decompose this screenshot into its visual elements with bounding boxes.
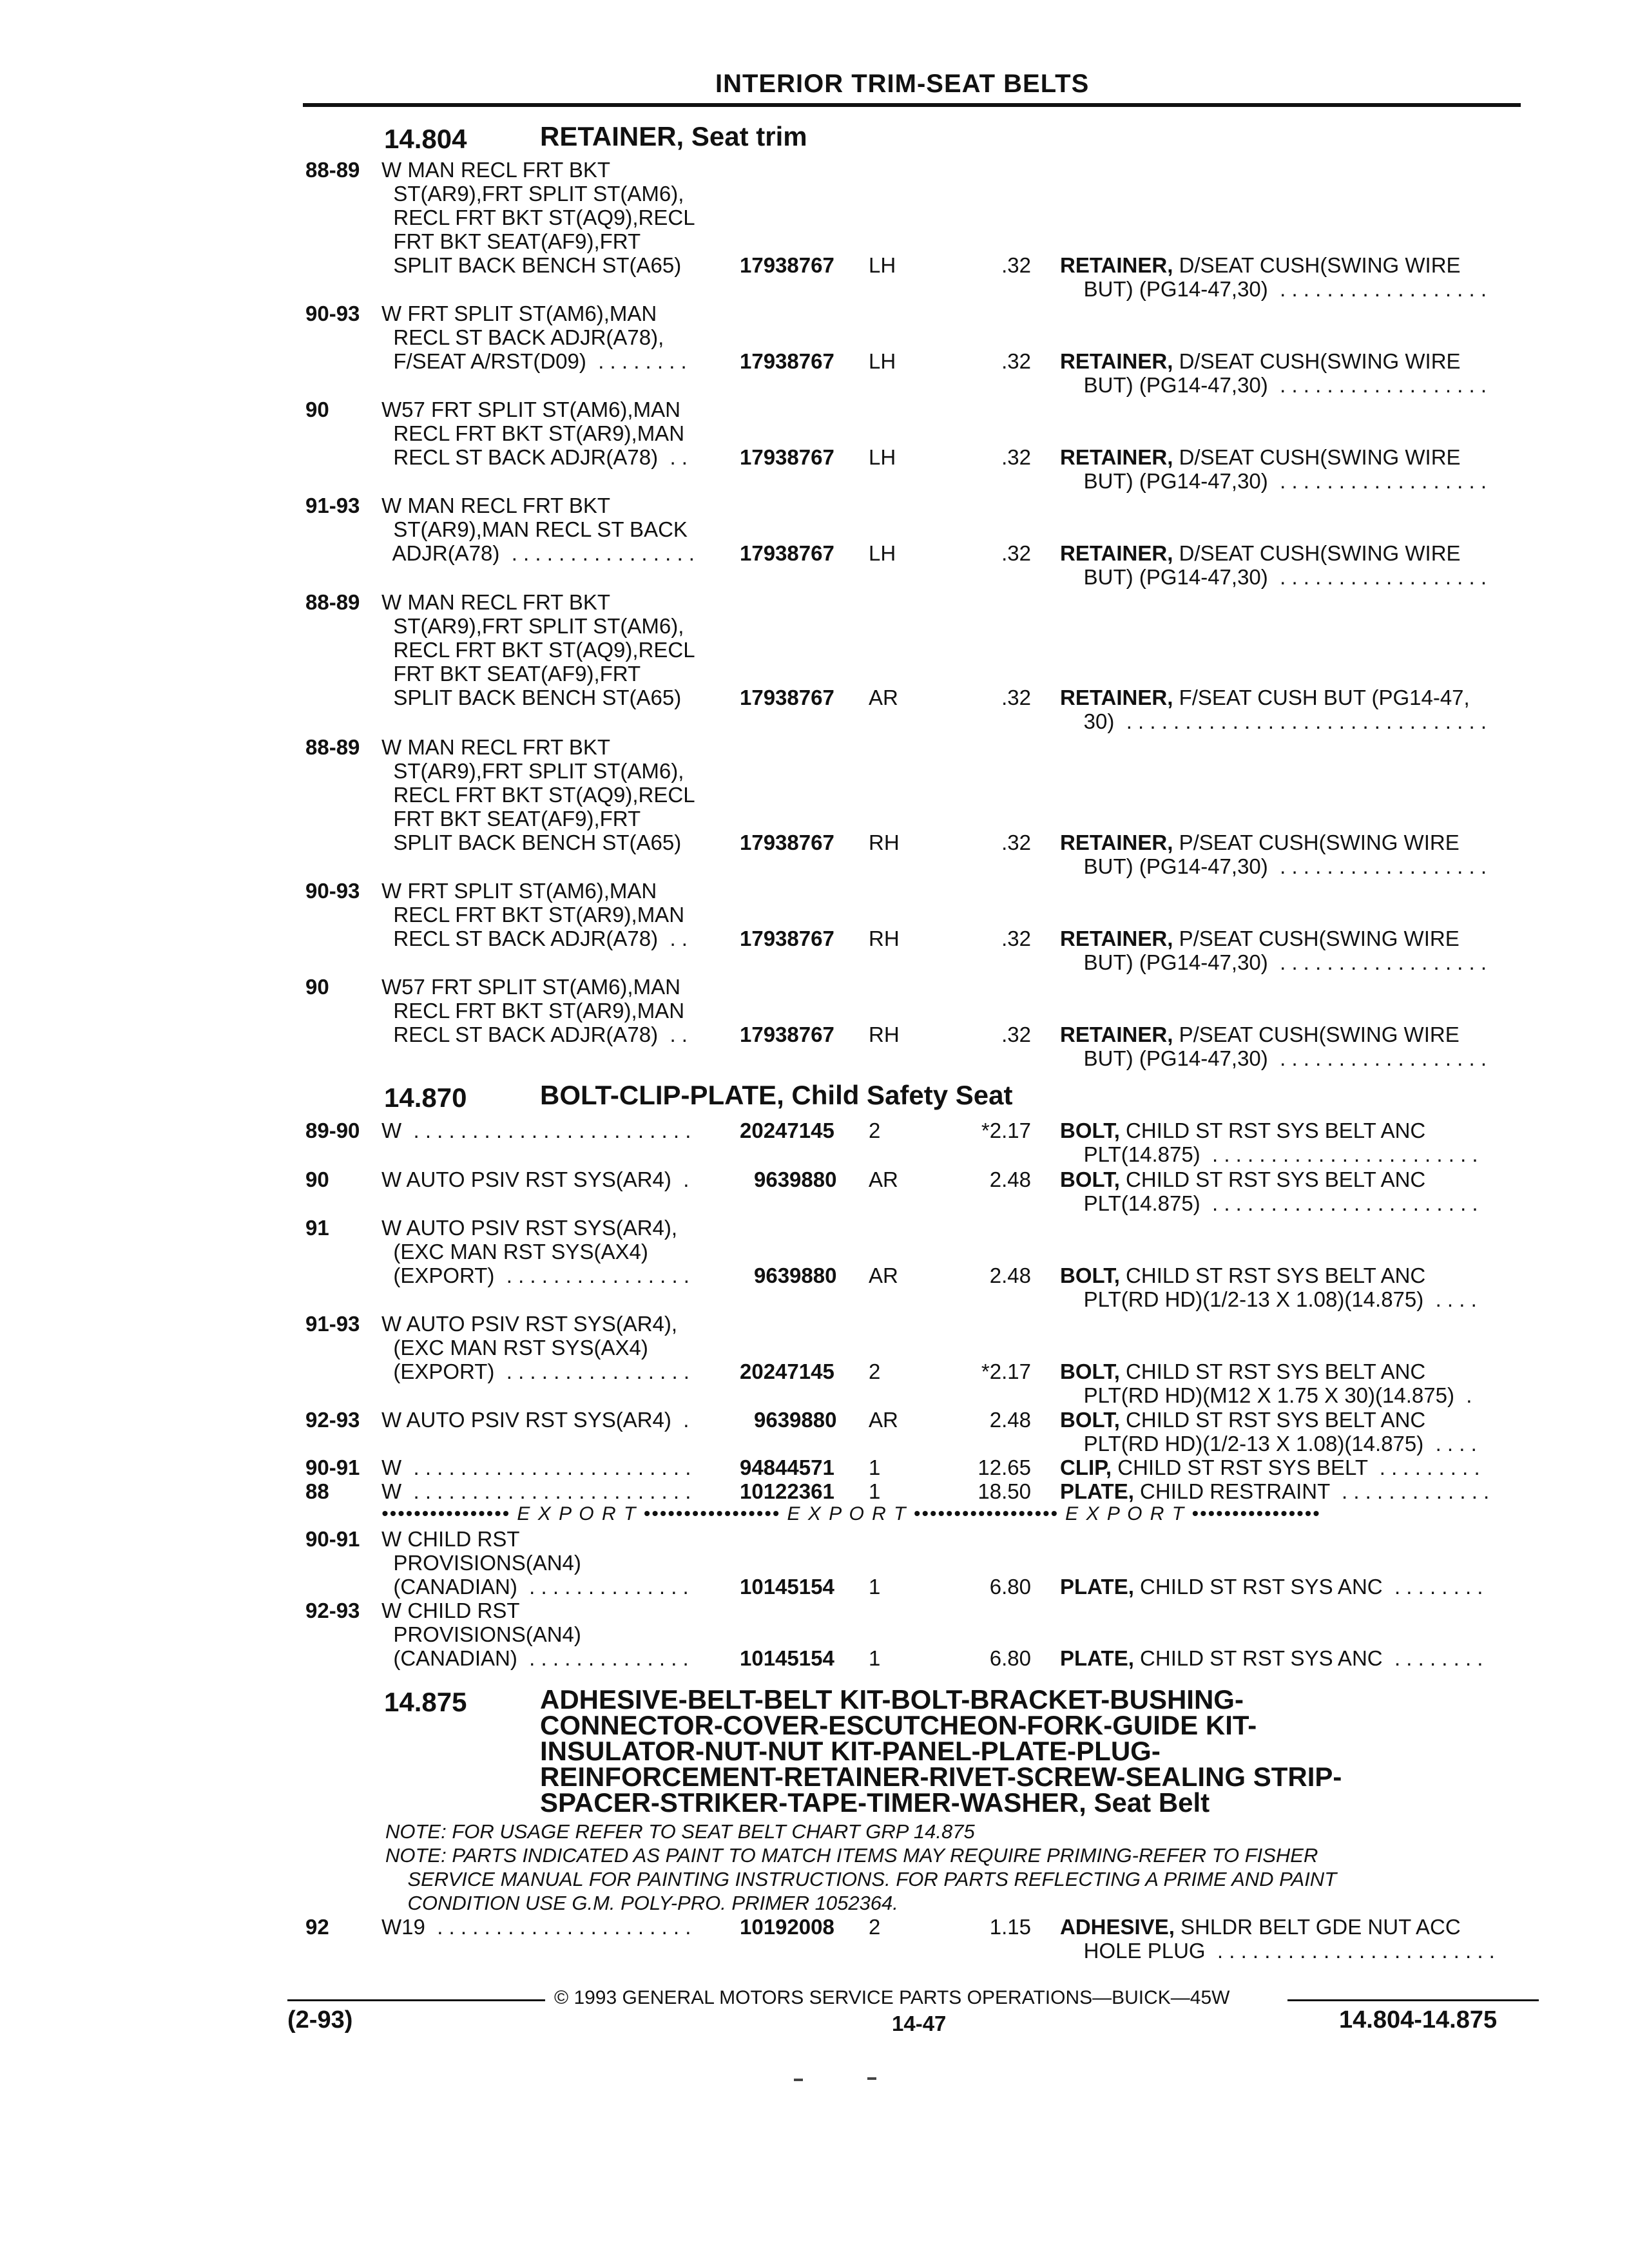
note-paint: NOTE: PARTS INDICATED AS PAINT TO MATCH ITEMS MAY REQUIRE PRIMING-REFER TO FISHER SERVICE MANUAL FOR PAINTING INSTRUCTIONS. FOR PARTS REFLECTING A PRIME AND PAINT CONDITION USE G.M. POLY-PRO. PRIMER 1052364.	[385, 1844, 1337, 1914]
row-price: .32	[1001, 1023, 1031, 1046]
row-part-number: 17938767	[740, 541, 834, 565]
row-description: W MAN RECL FRT BKT ST(AR9),FRT SPLIT ST(AM6), RECL FRT BKT ST(AQ9),RECL FRT BKT SEAT(AF9),FRT SPLIT BACK BENCH ST(A65)	[381, 735, 695, 854]
row-part-name-rest: CHILD ST RST SYS BELT ANC PLT(14.875) . . . . . . . . . . . . . . . . . . . . . . .	[1083, 1119, 1478, 1166]
row-part-name	[1060, 1264, 1477, 1311]
row-year: 92-93	[305, 1599, 360, 1622]
footer-range: 14.804-14.875	[1339, 2006, 1498, 2033]
row-part-name	[1060, 1408, 1477, 1456]
row-part-name	[1060, 1575, 1483, 1599]
row-quantity: 2	[869, 1119, 881, 1142]
note-usage: NOTE: FOR USAGE REFER TO SEAT BELT CHART GRP 14.875	[385, 1820, 975, 1843]
row-quantity: 1	[869, 1456, 881, 1479]
row-quantity: 1	[869, 1575, 881, 1599]
row-year: 88-89	[305, 735, 360, 759]
row-price: 1.15	[989, 1915, 1031, 1939]
row-part-name-rest: D/SEAT CUSH(SWING WIRE BUT) (PG14-47,30) . . . . . . . . . . . . . . . . . .	[1083, 253, 1487, 301]
row-part-name-rest: CHILD ST RST SYS BELT ANC PLT(RD HD)(M12 X 1.75 X 30)(14.875) .	[1083, 1360, 1472, 1407]
row-part-name-rest: P/SEAT CUSH(SWING WIRE BUT) (PG14-47,30) . . . . . . . . . . . . . . . . . .	[1083, 927, 1487, 974]
row-price: 6.80	[989, 1646, 1031, 1670]
row-price: 2.48	[989, 1408, 1031, 1432]
row-quantity: 2	[869, 1360, 881, 1383]
export-banner: •••••••••••••••• E X P O R T ••••••••••••••••• E X P O R T •••••••••••••••••• E X P O R T ••••••••••••••••	[381, 1503, 1321, 1524]
row-year: 92-93	[305, 1408, 360, 1432]
row-part-name-bold: RETAINER,	[1060, 831, 1173, 854]
header-rule	[303, 103, 1521, 107]
page-header-title: INTERIOR TRIM-SEAT BELTS	[715, 70, 1090, 98]
row-description: W . . . . . . . . . . . . . . . . . . . . . . . .	[381, 1479, 691, 1503]
row-part-name-bold: BOLT,	[1060, 1360, 1120, 1383]
row-year: 88-89	[305, 590, 360, 614]
row-part-name-rest: P/SEAT CUSH(SWING WIRE BUT) (PG14-47,30) . . . . . . . . . . . . . . . . . .	[1083, 1023, 1487, 1070]
row-description: W57 FRT SPLIT ST(AM6),MAN RECL FRT BKT ST(AR9),MAN RECL ST BACK ADJR(A78) . .	[381, 975, 688, 1046]
row-part-name	[1060, 927, 1487, 974]
row-part-number: 17938767	[740, 445, 834, 469]
row-part-name-rest: CHILD ST RST SYS BELT ANC PLT(RD HD)(1/2-13 X 1.08)(14.875) . . . .	[1083, 1408, 1477, 1456]
section-number: 14.870	[384, 1082, 467, 1113]
row-quantity: 1	[869, 1646, 881, 1670]
footer-page-number: 14-47	[892, 2012, 947, 2035]
section-number: 14.804	[384, 124, 467, 154]
row-year: 88-89	[305, 158, 360, 182]
row-part-name-bold: RETAINER,	[1060, 445, 1173, 469]
row-price: .32	[1001, 686, 1031, 709]
row-part-name-bold: RETAINER,	[1060, 253, 1173, 277]
row-part-name	[1060, 1646, 1483, 1670]
row-part-number: 17938767	[740, 349, 834, 373]
row-quantity: LH	[869, 349, 896, 373]
row-part-number: 17938767	[740, 831, 834, 854]
row-quantity: LH	[869, 541, 896, 565]
row-quantity: 1	[869, 1479, 881, 1503]
row-part-name	[1060, 349, 1487, 397]
row-description: W19 . . . . . . . . . . . . . . . . . . . . . .	[381, 1915, 691, 1939]
row-quantity: RH	[869, 927, 900, 950]
row-part-name-rest: P/SEAT CUSH(SWING WIRE BUT) (PG14-47,30) . . . . . . . . . . . . . . . . . .	[1083, 831, 1487, 878]
row-price: 12.65	[978, 1456, 1031, 1479]
row-part-number: 9639880	[754, 1408, 837, 1432]
row-part-number: 20247145	[740, 1119, 834, 1142]
row-part-name-bold: RETAINER,	[1060, 349, 1173, 373]
row-price: 18.50	[978, 1479, 1031, 1503]
row-year: 90-93	[305, 302, 360, 325]
row-part-number: 17938767	[740, 927, 834, 950]
row-part-name-bold: PLATE,	[1060, 1646, 1134, 1670]
row-quantity: LH	[869, 253, 896, 277]
row-part-name	[1060, 445, 1487, 493]
row-part-name-rest: CHILD RESTRAINT . . . . . . . . . . . . .	[1133, 1479, 1490, 1503]
row-part-name-bold: BOLT,	[1060, 1264, 1120, 1287]
row-part-number: 10145154	[740, 1646, 834, 1670]
row-part-name-bold: PLATE,	[1060, 1575, 1134, 1599]
section-title: BOLT-CLIP-PLATE, Child Safety Seat	[540, 1080, 1013, 1110]
row-description: W57 FRT SPLIT ST(AM6),MAN RECL FRT BKT ST(AR9),MAN RECL ST BACK ADJR(A78) . .	[381, 398, 688, 469]
row-price: .32	[1001, 541, 1031, 565]
row-part-number: 17938767	[740, 1023, 834, 1046]
row-description: W AUTO PSIV RST SYS(AR4), (EXC MAN RST SYS(AX4) (EXPORT) . . . . . . . . . . . . . . . .	[381, 1312, 689, 1383]
row-part-name	[1060, 253, 1487, 301]
row-description: W . . . . . . . . . . . . . . . . . . . . . . . .	[381, 1119, 691, 1142]
row-description: W CHILD RST PROVISIONS(AN4) (CANADIAN) . . . . . . . . . . . . . .	[381, 1527, 689, 1599]
row-part-number: 10145154	[740, 1575, 834, 1599]
row-year: 91-93	[305, 1312, 360, 1336]
row-description: W FRT SPLIT ST(AM6),MAN RECL ST BACK ADJR(A78), F/SEAT A/RST(D09) . . . . . . . .	[381, 302, 687, 373]
row-quantity: RH	[869, 831, 900, 854]
row-part-name-bold: BOLT,	[1060, 1408, 1120, 1432]
row-part-name-rest: CHILD ST RST SYS BELT . . . . . . . . .	[1112, 1456, 1480, 1479]
row-part-name-rest: CHILD ST RST SYS BELT ANC PLT(RD HD)(1/2-13 X 1.08)(14.875) . . . .	[1083, 1264, 1477, 1311]
row-part-name-rest: CHILD ST RST SYS BELT ANC PLT(14.875) . . . . . . . . . . . . . . . . . . . . . . .	[1083, 1168, 1478, 1215]
row-year: 90-91	[305, 1527, 360, 1551]
row-quantity: AR	[869, 1168, 898, 1191]
row-part-name-bold: ADHESIVE,	[1060, 1915, 1175, 1939]
row-part-name-rest: CHILD ST RST SYS ANC . . . . . . . .	[1133, 1575, 1483, 1599]
row-part-name	[1060, 686, 1487, 733]
row-description: W . . . . . . . . . . . . . . . . . . . . . . . .	[381, 1456, 691, 1479]
row-price: *2.17	[981, 1360, 1031, 1383]
row-year: 90	[305, 1168, 329, 1191]
section-number: 14.875	[384, 1687, 467, 1717]
scan-mark	[794, 2079, 803, 2081]
row-part-name-rest: F/SEAT CUSH BUT (PG14-47, 30) . . . . . . . . . . . . . . . . . . . . . . . . . . . . . . .	[1083, 686, 1487, 733]
footer-rule-right	[1287, 1999, 1539, 2001]
scan-mark	[867, 2077, 876, 2080]
row-part-name	[1060, 1360, 1472, 1407]
row-quantity: AR	[869, 1264, 898, 1287]
footer-date: (2-93)	[287, 2006, 353, 2033]
row-part-number: 10122361	[740, 1479, 834, 1503]
row-part-name-rest: D/SEAT CUSH(SWING WIRE BUT) (PG14-47,30) . . . . . . . . . . . . . . . . . .	[1083, 541, 1487, 589]
row-part-name-rest: CHILD ST RST SYS ANC . . . . . . . .	[1133, 1646, 1483, 1670]
row-price: *2.17	[981, 1119, 1031, 1142]
row-description: W AUTO PSIV RST SYS(AR4), (EXC MAN RST SYS(AX4) (EXPORT) . . . . . . . . . . . . . . . .	[381, 1216, 689, 1287]
row-price: 2.48	[989, 1264, 1031, 1287]
row-year: 90-93	[305, 879, 360, 903]
row-part-name-bold: BOLT,	[1060, 1168, 1120, 1191]
row-part-number: 9639880	[754, 1264, 837, 1287]
row-quantity: LH	[869, 445, 896, 469]
row-part-name-bold: CLIP,	[1060, 1456, 1112, 1479]
row-part-name	[1060, 1456, 1480, 1479]
row-part-number: 17938767	[740, 686, 834, 709]
row-part-number: 94844571	[740, 1456, 834, 1479]
row-year: 91	[305, 1216, 329, 1240]
row-year: 90-91	[305, 1456, 360, 1479]
row-part-name	[1060, 831, 1487, 878]
row-price: .32	[1001, 349, 1031, 373]
row-part-name	[1060, 1915, 1495, 1963]
row-price: .32	[1001, 831, 1031, 854]
row-quantity: AR	[869, 686, 898, 709]
row-description: W MAN RECL FRT BKT ST(AR9),MAN RECL ST BACK ADJR(A78) . . . . . . . . . . . . . . . .	[381, 494, 695, 565]
row-part-name-bold: BOLT,	[1060, 1119, 1120, 1142]
row-price: .32	[1001, 445, 1031, 469]
row-year: 91-93	[305, 494, 360, 517]
row-part-name-bold: RETAINER,	[1060, 927, 1173, 950]
row-part-name-bold: RETAINER,	[1060, 686, 1173, 709]
row-year: 90	[305, 398, 329, 421]
row-year: 88	[305, 1479, 329, 1503]
row-description: W MAN RECL FRT BKT ST(AR9),FRT SPLIT ST(AM6), RECL FRT BKT ST(AQ9),RECL FRT BKT SEAT(AF9),FRT SPLIT BACK BENCH ST(A65)	[381, 158, 695, 277]
row-year: 90	[305, 975, 329, 999]
row-part-name-bold: RETAINER,	[1060, 1023, 1173, 1046]
row-price: 6.80	[989, 1575, 1031, 1599]
row-part-name	[1060, 1168, 1478, 1215]
footer-copyright: © 1993 GENERAL MOTORS SERVICE PARTS OPERATIONS—BUICK—45W	[554, 1987, 1230, 2008]
row-part-name-bold: RETAINER,	[1060, 541, 1173, 565]
row-price: 2.48	[989, 1168, 1031, 1191]
row-part-name	[1060, 1119, 1478, 1166]
footer-rule-left	[287, 1999, 545, 2001]
row-part-number: 10192008	[740, 1915, 834, 1939]
section-title: ADHESIVE-BELT-BELT KIT-BOLT-BRACKET-BUSHING- CONNECTOR-COVER-ESCUTCHEON-FORK-GUIDE KIT- INSULATOR-NUT-NUT KIT-PANEL-PLATE-PLUG- REINFORCEMENT-RETAINER-RIVET-SCREW-SEALING STRIP- SPACER-STRIKER-TAPE-TIMER-WASHER, Seat Belt	[540, 1684, 1342, 1818]
row-part-number: 17938767	[740, 253, 834, 277]
row-quantity: 2	[869, 1915, 881, 1939]
row-quantity: AR	[869, 1408, 898, 1432]
row-price: .32	[1001, 253, 1031, 277]
row-description: W CHILD RST PROVISIONS(AN4) (CANADIAN) . . . . . . . . . . . . . .	[381, 1599, 689, 1670]
row-year: 92	[305, 1915, 329, 1939]
row-description: W MAN RECL FRT BKT ST(AR9),FRT SPLIT ST(AM6), RECL FRT BKT ST(AQ9),RECL FRT BKT SEAT(AF9),FRT SPLIT BACK BENCH ST(A65)	[381, 590, 695, 709]
row-part-name-bold: PLATE,	[1060, 1479, 1134, 1503]
row-description: W FRT SPLIT ST(AM6),MAN RECL FRT BKT ST(AR9),MAN RECL ST BACK ADJR(A78) . .	[381, 879, 688, 950]
row-part-number: 20247145	[740, 1360, 834, 1383]
row-description: W AUTO PSIV RST SYS(AR4) .	[381, 1408, 689, 1432]
row-part-name	[1060, 1479, 1489, 1503]
row-price: .32	[1001, 927, 1031, 950]
row-description: W AUTO PSIV RST SYS(AR4) .	[381, 1168, 689, 1191]
row-part-name	[1060, 541, 1487, 589]
row-part-name-rest: D/SEAT CUSH(SWING WIRE BUT) (PG14-47,30) . . . . . . . . . . . . . . . . . .	[1083, 349, 1487, 397]
section-title: RETAINER, Seat trim	[540, 121, 807, 151]
row-quantity: RH	[869, 1023, 900, 1046]
row-part-number: 9639880	[754, 1168, 837, 1191]
row-part-name	[1060, 1023, 1487, 1070]
row-part-name-rest: SHLDR BELT GDE NUT ACC HOLE PLUG . . . . . . . . . . . . . . . . . . . . . . . .	[1083, 1915, 1495, 1963]
row-part-name-rest: D/SEAT CUSH(SWING WIRE BUT) (PG14-47,30) . . . . . . . . . . . . . . . . . .	[1083, 445, 1487, 493]
row-year: 89-90	[305, 1119, 360, 1142]
